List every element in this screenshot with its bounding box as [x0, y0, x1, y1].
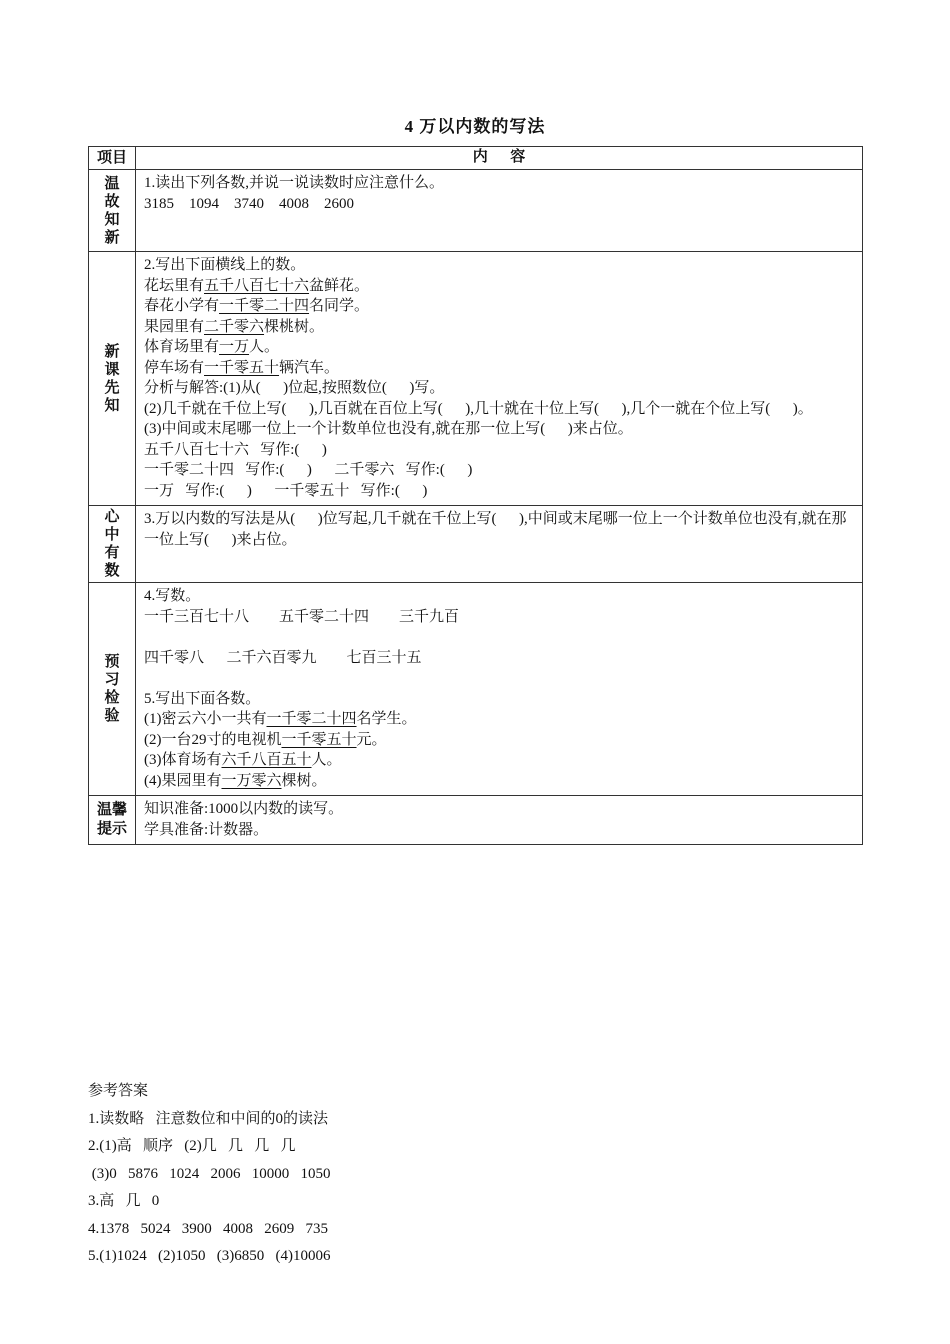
text-line: [144, 460, 856, 481]
text-line: [144, 689, 856, 710]
row-content-preview-check: [136, 583, 862, 795]
text-segment: 3.高 几 0: [88, 1193, 160, 1209]
text-line: [144, 820, 856, 841]
text-segment: 4.1378 5024 3900 4008 2609 735: [88, 1220, 328, 1237]
text-segment: (3)体育场有: [144, 752, 222, 768]
page-title: 4 万以内数的写法: [404, 117, 546, 136]
text-segment: 停车场有: [144, 359, 205, 376]
text-line: [144, 771, 856, 792]
label-char: 新: [104, 343, 120, 360]
text-line: [88, 1161, 808, 1189]
underlined-text: 六千八百五十: [221, 752, 312, 768]
underlined-text: 一千零五十: [204, 359, 280, 376]
row-content-review-old: [136, 170, 862, 251]
text-segment: 3.万以内数的写法是从( )位写起,几千就在千位上写( ),中间或末尾哪一位上一个计数单位也没有,就在那一位上写( )来占位。: [144, 511, 847, 548]
text-segment: 2.写出下面横线上的数。: [144, 257, 306, 273]
text-segment: 人。: [311, 752, 342, 768]
label-char: 知: [104, 211, 120, 228]
text-segment: (1)密云六小一共有: [144, 711, 267, 727]
text-line: [144, 358, 856, 379]
underlined-text: 一千零二十四: [266, 711, 357, 727]
underlined-text: 一万零六: [221, 772, 282, 789]
answer-key-lines: [88, 1106, 808, 1271]
row-label-new-lesson: [89, 252, 136, 505]
underlined-text: 一千零二十四: [219, 298, 310, 314]
table-header-row: [89, 147, 862, 169]
table-row-warm-tips: [89, 795, 862, 844]
row-content-new-lesson: [136, 252, 862, 505]
text-line: [144, 255, 856, 276]
text-segment: (2)一台29寸的电视机: [144, 731, 282, 748]
label-char: 预: [104, 654, 120, 670]
label-char: 心: [104, 509, 120, 525]
text-line: [144, 668, 856, 689]
table-row-keep-in-mind: [89, 505, 862, 582]
header-cell-project: 项目: [89, 147, 136, 169]
row-label-review-old: [89, 170, 136, 251]
text-segment: 名同学。: [309, 298, 370, 314]
text-segment: 四千零八 二千六百零九 七百三十五: [144, 649, 422, 666]
row-label-preview-check: [89, 583, 136, 795]
text-segment: 学具准备:计数器。: [144, 821, 269, 838]
answer-key: [88, 1078, 808, 1271]
text-segment: 花坛里有: [144, 277, 205, 294]
label-char: 新: [104, 229, 120, 246]
text-segment: 元。: [356, 731, 387, 748]
row-content-keep-in-mind: [136, 506, 862, 582]
text-segment: 3185 1094 3740 4008 2600: [144, 195, 354, 212]
text-line: [144, 296, 856, 317]
text-line: [144, 378, 856, 399]
label-char: 知: [104, 397, 120, 414]
text-segment: 知识准备:1000以内数的读写。: [144, 801, 344, 817]
text-segment: (3)0 5876 1024 2006 10000 1050: [88, 1165, 331, 1182]
text-segment: 春花小学有: [144, 298, 220, 314]
warm-tips-label: 温馨提示: [96, 802, 127, 837]
text-line: [144, 419, 856, 440]
label-char: 验: [104, 708, 120, 724]
text-segment: 1.读数略 注意数位和中间的0的读法: [88, 1110, 329, 1127]
text-segment: (2)几千就在千位上写( ),几百就在百位上写( ),几十就在十位上写( ),几个一就在个位上写( )。: [144, 400, 813, 417]
text-line: [144, 799, 856, 820]
text-line: [144, 194, 856, 215]
text-line: [88, 1216, 808, 1244]
text-line: [88, 1188, 808, 1216]
text-line: [144, 317, 856, 338]
label-char: 课: [104, 361, 120, 378]
text-segment: 盆鲜花。: [309, 277, 370, 294]
row-label-warm-tips: [89, 796, 136, 844]
text-segment: 1.读出下列各数,并说一说读数时应注意什么。: [144, 175, 445, 191]
text-line: [144, 750, 856, 771]
text-segment: 4.写数。: [144, 588, 201, 604]
text-segment: 分析与解答:(1)从( )位起,按照数位( )写。: [144, 380, 445, 396]
text-segment: (4)果园里有: [144, 772, 222, 789]
table-row-new-lesson: [89, 251, 862, 505]
text-segment: 辆汽车。: [279, 359, 340, 376]
text-segment: 名学生。: [356, 711, 417, 727]
table-row-preview-check: [89, 582, 862, 795]
label-char: 习: [104, 672, 120, 688]
text-segment: 一万 写作:( ) 一千零五十 写作:( ): [144, 482, 428, 499]
text-line: [144, 276, 856, 297]
underlined-text: 二千零六: [204, 318, 265, 335]
label-char: 检: [104, 690, 120, 706]
text-segment: 果园里有: [144, 318, 205, 335]
row-content-warm-tips: [136, 796, 862, 844]
text-line: [144, 509, 856, 550]
answer-key-title: 参考答案: [88, 1083, 149, 1099]
text-line: [88, 1243, 808, 1271]
text-line: [88, 1106, 808, 1134]
text-line: [144, 173, 856, 194]
label-char: 中: [104, 527, 120, 543]
text-segment: 一千零二十四 写作:( ) 二千零六 写作:( ): [144, 462, 473, 478]
header-cell-content: 内 容: [472, 149, 526, 165]
text-line: [144, 586, 856, 607]
table-row-review-old: [89, 169, 862, 251]
text-line: [144, 627, 856, 648]
text-segment: (3)中间或末尾哪一位上一个计数单位也没有,就在那一位上写( )来占位。: [144, 421, 633, 437]
text-line: [144, 730, 856, 751]
text-line: [144, 337, 856, 358]
text-segment: 体育场里有: [144, 339, 220, 355]
text-segment: 棵桃树。: [264, 318, 325, 335]
text-line: [144, 399, 856, 420]
text-line: [144, 607, 856, 628]
text-segment: 人。: [249, 339, 280, 355]
text-segment: 一千三百七十八 五千零二十四 三千九百: [144, 608, 460, 625]
text-segment: 5.写出下面各数。: [144, 690, 261, 707]
text-segment: 5.(1)1024 (2)1050 (3)6850 (4)10006: [88, 1248, 331, 1264]
worksheet-table: [88, 146, 863, 845]
underlined-text: 一千零五十: [281, 731, 357, 748]
label-char: 故: [104, 193, 120, 210]
text-segment: 五千八百七十六 写作:( ): [144, 441, 327, 458]
text-segment: 棵树。: [281, 772, 327, 789]
label-char: 数: [104, 563, 120, 579]
label-char: 先: [104, 379, 120, 396]
row-label-keep-in-mind: [89, 506, 136, 582]
text-line: [144, 709, 856, 730]
label-char: 温: [104, 175, 120, 192]
text-line: [144, 440, 856, 461]
text-segment: 2.(1)高 顺序 (2)几 几 几 几: [88, 1138, 296, 1154]
underlined-text: 一万: [219, 339, 250, 355]
text-line: [88, 1133, 808, 1161]
text-line: [144, 481, 856, 502]
label-char: 有: [104, 545, 120, 561]
underlined-text: 五千八百七十六: [204, 277, 310, 294]
text-line: [144, 648, 856, 669]
